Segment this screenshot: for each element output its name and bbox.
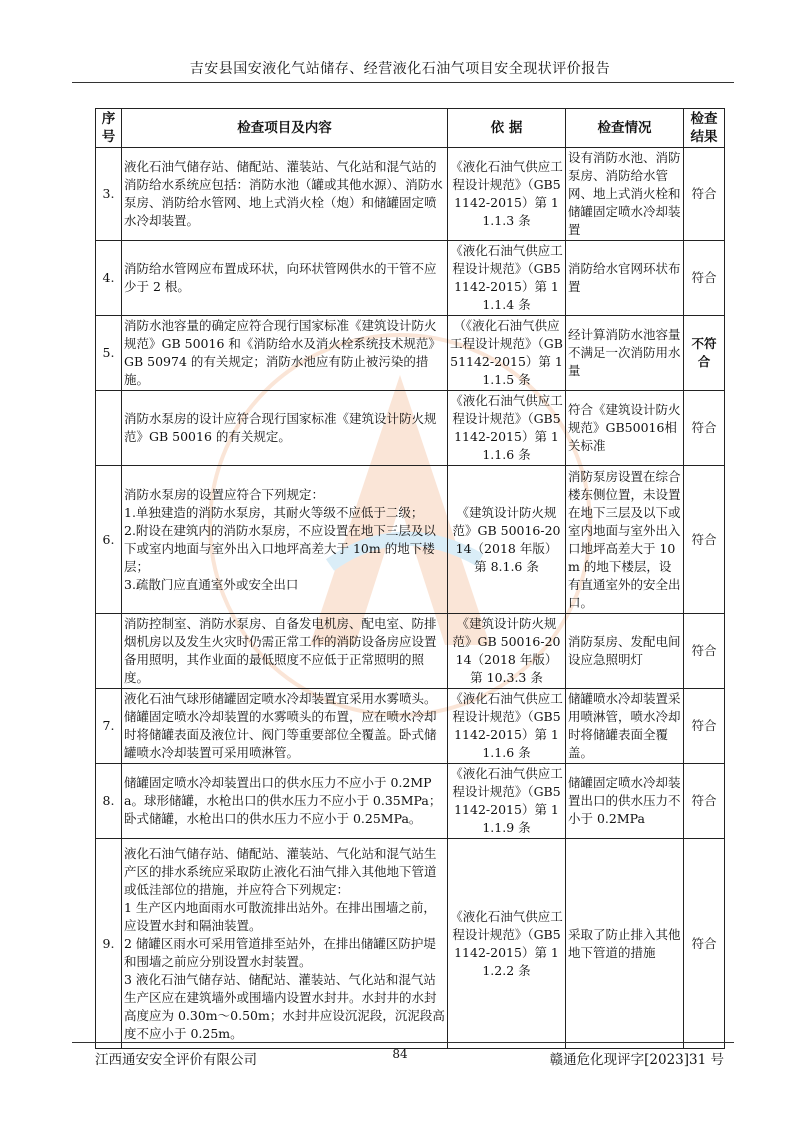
row-status: 经计算消防水池容量不满足一次消防用水量 — [566, 316, 684, 391]
page-number: 84 — [392, 1047, 408, 1061]
row-item: 消防水池容量的确定应符合现行国家标准《建筑设计防火规范》GB 50016 和《消防给水及消火栓系统技术规范》GB 50974 的有关规定；消防水池应有防止被污染的措施。 — [122, 316, 448, 391]
row-item: 消防水泵房的设计应符合现行国家标准《建筑设计防火规范》GB 50016 的有关规定。 — [122, 391, 448, 466]
row-no: 7. — [96, 689, 122, 764]
row-result: 符合 — [684, 148, 725, 241]
header-divider — [72, 82, 734, 83]
footer-divider — [72, 1042, 734, 1043]
row-result: 符合 — [684, 466, 725, 614]
row-basis: 《液化石油气供应工程设计规范》（GB51142-2015）第 11.1.4 条 — [448, 241, 566, 316]
inspection-table — [95, 108, 725, 1049]
footer-doc-number: 赣通危化现评字[2023]31 号 — [549, 1052, 724, 1068]
header-status: 检查情况 — [566, 109, 684, 148]
row-item: 消防控制室、消防水泵房、自备发电机房、配电室、防排烟机房以及发生火灾时仍需正常工作的消防设备房应设置备用照明，其作业面的最低照度不应低于正常照明的照度。 — [122, 614, 448, 689]
row-basis: 《建筑设计防火规范》GB 50016-2014（2018 年版）第 8.1.6 条 — [448, 466, 566, 614]
row-result: 符合 — [684, 839, 725, 1049]
row-item: 液化石油气储存站、储配站、灌装站、气化站和混气站生产区的排水系统应采取防止液化石油气排入其他地下管道或低洼部位的措施，并应符合下列规定： 1 生产区内地面雨水可散流排出站外。在排出围墙之前，应设置水封和隔油装置。 2 储罐区雨水可采用管道排至站外，在排出储罐区防护堤和围墙之前应分别设置水封装置。 3 液化石油气储存站、储配站、灌装站、气化站和混气站生产区应在建筑墙外或围墙内设置水封井。水封井的水封高度应为 0.30m～0.50m；水封井应设沉泥段，沉泥段高度不应小于 0.25m。 — [122, 839, 448, 1049]
row-status: 消防给水官网环状布置 — [566, 241, 684, 316]
row-result: 符合 — [684, 391, 725, 466]
table-row — [96, 614, 725, 689]
row-no: 4. — [96, 241, 122, 316]
row-item: 液化石油气球形储罐固定喷水冷却装置宜采用水雾喷头。储罐固定喷水冷却装置的水雾喷头的布置，应在喷水冷却时将储罐表面及液位计、阀门等重要部位全覆盖。卧式储罐喷水冷却装置可采用喷淋管。 — [122, 689, 448, 764]
row-item: 储罐固定喷水冷却装置出口的供水压力不应小于 0.2MPa。球形储罐，水枪出口的供水压力不应小于 0.35MPa；卧式储罐，水枪出口的供水压力不应小于 0.25MPa。 — [122, 764, 448, 839]
table-row — [96, 316, 725, 391]
header-basis: 依 据 — [448, 109, 566, 148]
header-result: 检查结果 — [684, 109, 725, 148]
row-status: 消防泵房设置在综合楼东侧位置，未设置在地下三层及以下或室内地面与室外出入口地坪高差大于 10m 的地下楼层，设有直通室外的安全出口。 — [566, 466, 684, 614]
row-result: 符合 — [684, 764, 725, 839]
table-row — [96, 391, 725, 466]
row-basis: 《建筑设计防火规范》GB 50016-2014（2018 年版）第 10.3.3 条 — [448, 614, 566, 689]
row-basis: （《液化石油气供应工程设计规范》（GB51142-2015）第 11.1.5 条 — [448, 316, 566, 391]
row-no — [96, 614, 122, 689]
row-result: 符合 — [684, 614, 725, 689]
table-row — [96, 689, 725, 764]
row-item: 液化石油气储存站、储配站、灌装站、气化站和混气站的消防给水系统应包括：消防水池（罐或其他水源）、消防水泵房、消防给水管网、地上式消火栓（炮）和储罐固定喷水冷却装置。 — [122, 148, 448, 241]
table-row — [96, 466, 725, 614]
row-status: 消防泵房、发配电间设应急照明灯 — [566, 614, 684, 689]
table-row — [96, 839, 725, 1049]
row-item: 消防给水管网应布置成环状，向环状管网供水的干管不应少于 2 根。 — [122, 241, 448, 316]
row-basis: 《液化石油气供应工程设计规范》（GB51142-2015）第 11.1.6 条 — [448, 391, 566, 466]
header-item: 检查项目及内容 — [122, 109, 448, 148]
row-status: 符合《建筑设计防火规范》GB50016相关标准 — [566, 391, 684, 466]
row-item: 消防水泵房的设置应符合下列规定： 1.单独建造的消防水泵房，其耐火等级不应低于二级； 2.附设在建筑内的消防水泵房，不应设置在地下三层及以下或室内地面与室外出入口地坪高差大于 10m 的地下楼层； 3.疏散门应直通室外或安全出口 — [122, 466, 448, 614]
footer-company: 江西通安安全评价有限公司 — [95, 1052, 257, 1068]
row-basis: 《液化石油气供应工程设计规范》（GB51142-2015）第 11.1.6 条 — [448, 689, 566, 764]
row-basis: 《液化石油气供应工程设计规范》（GB51142-2015）第 11.1.3 条 — [448, 148, 566, 241]
row-no: 6. — [96, 466, 122, 614]
row-result: 符合 — [684, 689, 725, 764]
row-status: 采取了防止排入其他地下管道的措施 — [566, 839, 684, 1049]
row-result: 不符合 — [684, 316, 725, 391]
header-no: 序号 — [96, 109, 122, 148]
row-basis: 《液化石油气供应工程设计规范》（GB51142-2015）第 11.2.2 条 — [448, 839, 566, 1049]
table-header-row — [96, 109, 725, 148]
table-row — [96, 764, 725, 839]
row-no: 8. — [96, 764, 122, 839]
row-status: 储罐喷水冷却装置采用喷淋管，喷水冷却时将储罐表面全覆盖。 — [566, 689, 684, 764]
row-no: 9. — [96, 839, 122, 1049]
page-header: 吉安县国安液化气站储存、经营液化石油气项目安全现状评价报告 — [189, 61, 611, 77]
row-result: 符合 — [684, 241, 725, 316]
row-no — [96, 391, 122, 466]
table-row — [96, 148, 725, 241]
row-no: 5. — [96, 316, 122, 391]
table-row — [96, 241, 725, 316]
row-status: 设有消防水池、消防泵房、消防给水管网、地上式消火栓和储罐固定喷水冷却装置 — [566, 148, 684, 241]
row-no: 3. — [96, 148, 122, 241]
row-status: 储罐固定喷水冷却装置出口的供水压力不小于 0.2MPa — [566, 764, 684, 839]
row-basis: 《液化石油气供应工程设计规范》（GB51142-2015）第 11.1.9 条 — [448, 764, 566, 839]
